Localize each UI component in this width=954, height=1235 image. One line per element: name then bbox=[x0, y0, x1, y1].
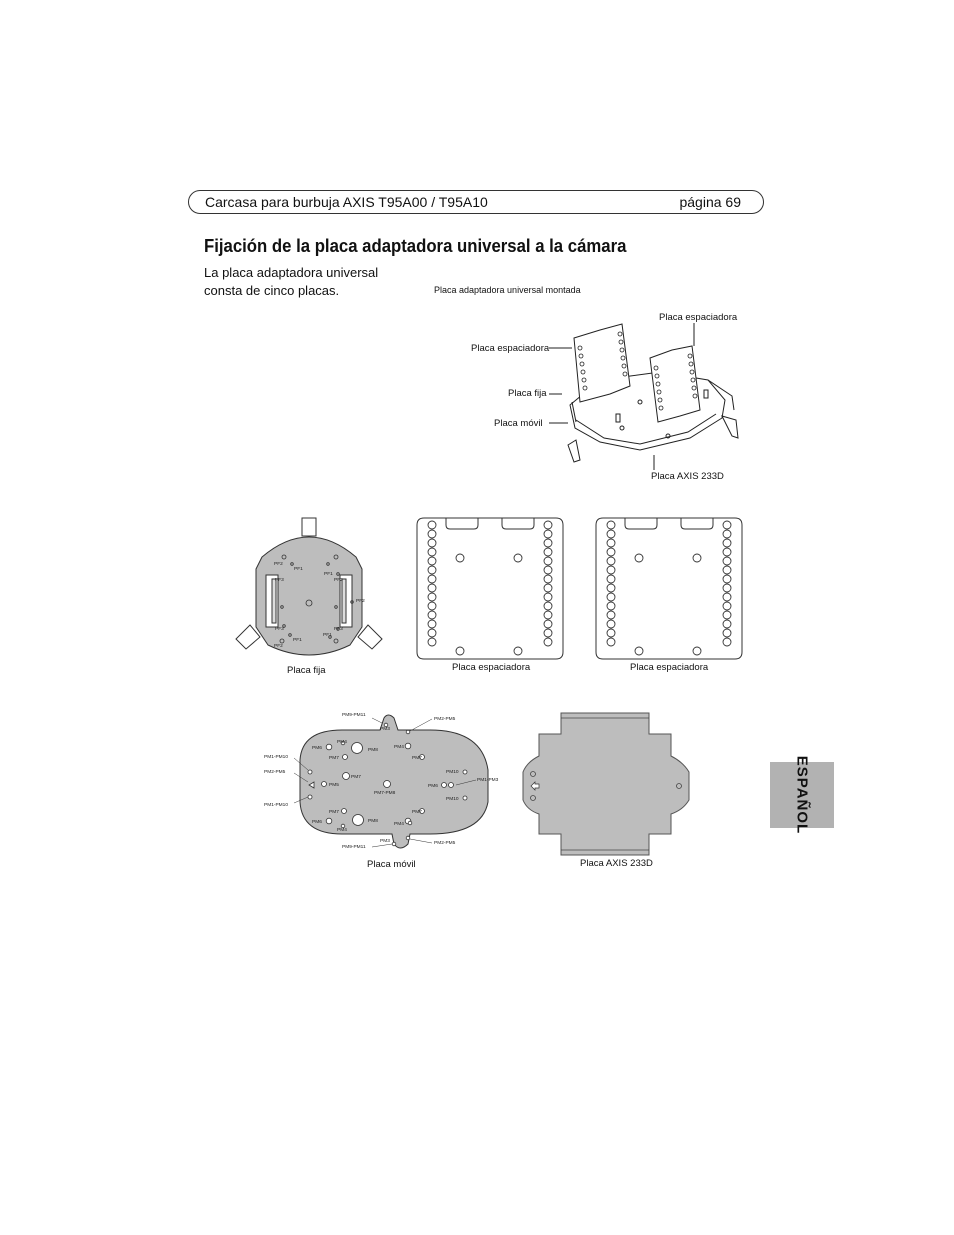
pm-label: PM6 bbox=[312, 820, 322, 825]
pf-label: PF3 bbox=[334, 627, 343, 632]
pm-label: PM5 bbox=[329, 783, 339, 788]
pm-label: PM7 bbox=[412, 810, 422, 815]
pf-label: PF1 bbox=[323, 633, 332, 638]
pf-label: PF1 bbox=[324, 572, 333, 577]
intro-text: La placa adaptadora universal consta de cinco placas. bbox=[204, 265, 379, 298]
pm-label: PM8 bbox=[368, 748, 378, 753]
mobile-plate-drawing bbox=[262, 710, 512, 855]
section-title: Fijación de la placa adaptadora universal a la cámara bbox=[204, 236, 627, 256]
pm-label: PM4 bbox=[337, 828, 347, 833]
pm-label: PM8 bbox=[368, 819, 378, 824]
pm-label: PM3 bbox=[380, 727, 390, 732]
pm-label: PM1-PM10 bbox=[264, 755, 288, 760]
mobile-plate-caption: Placa móvil bbox=[367, 859, 416, 870]
spacer-plate-2-caption: Placa espaciadora bbox=[630, 662, 709, 673]
pf-label: PF2 bbox=[356, 599, 365, 604]
pm-label: PM4 bbox=[394, 822, 404, 827]
pf-label: PF2 bbox=[274, 562, 283, 567]
pm-label: PM2-PM5 bbox=[434, 717, 456, 722]
pm-label: PM7 bbox=[351, 775, 361, 780]
pm-label: PM10 bbox=[446, 797, 459, 802]
callout-mobile: Placa móvil bbox=[494, 418, 543, 429]
spacer-plate-1-caption: Placa espaciadora bbox=[452, 662, 531, 673]
pm-label: PM9-PM11 bbox=[342, 713, 366, 718]
pm-label: PM9-PM11 bbox=[342, 845, 366, 850]
header-title: Carcasa para burbuja AXIS T95A00 / T95A10 bbox=[205, 194, 488, 210]
pm-label: PM7 bbox=[412, 756, 422, 761]
pm-label: PM1-PM3 bbox=[477, 778, 499, 783]
running-header bbox=[188, 190, 764, 214]
pm-label: PM7 bbox=[329, 756, 339, 761]
pm-label: PM10 bbox=[446, 770, 459, 775]
language-tab bbox=[770, 755, 834, 835]
spacer-plate-2-drawing bbox=[595, 517, 743, 660]
assembled-caption: Placa adaptadora universal montada bbox=[434, 285, 581, 295]
axis-plate-caption: Placa AXIS 233D bbox=[580, 858, 653, 869]
pm-label: PM6 bbox=[312, 746, 322, 751]
pf-label: PF1 bbox=[294, 567, 303, 572]
pm-label: PM1-PM10 bbox=[264, 803, 288, 808]
pm-label: PM7-PM8 bbox=[374, 791, 396, 796]
pm-label: PM3 bbox=[380, 839, 390, 844]
spacer-plate-1-drawing bbox=[416, 517, 564, 660]
pm-label: PM6 bbox=[428, 784, 438, 789]
axis-plate-drawing bbox=[521, 712, 691, 857]
pm-label: PM4 bbox=[337, 740, 347, 745]
pf-label: PF3 bbox=[275, 627, 284, 632]
callout-fixed: Placa fija bbox=[508, 388, 547, 399]
pm-label: PM7 bbox=[329, 810, 339, 815]
pm-label: PM2-PM5 bbox=[434, 841, 456, 846]
callout-spacer-right: Placa espaciadora bbox=[659, 312, 738, 323]
assembled-adapter-illustration bbox=[540, 310, 750, 470]
language-tab-label: ESPAÑOL bbox=[793, 755, 811, 835]
pf-label: PF2 bbox=[334, 578, 343, 583]
pf-label: PF1 bbox=[293, 638, 302, 643]
pf-label: PF2 bbox=[274, 644, 283, 649]
callout-axis: Placa AXIS 233D bbox=[651, 471, 724, 482]
page-number: página 69 bbox=[679, 194, 741, 210]
fixed-plate-caption: Placa fija bbox=[287, 665, 326, 676]
callout-spacer-left: Placa espaciadora bbox=[471, 343, 550, 354]
pm-label: PM2-PM5 bbox=[264, 770, 286, 775]
fixed-plate-drawing bbox=[232, 517, 387, 662]
pm-label: PM4 bbox=[394, 745, 404, 750]
pf-label: PF3 bbox=[275, 578, 284, 583]
